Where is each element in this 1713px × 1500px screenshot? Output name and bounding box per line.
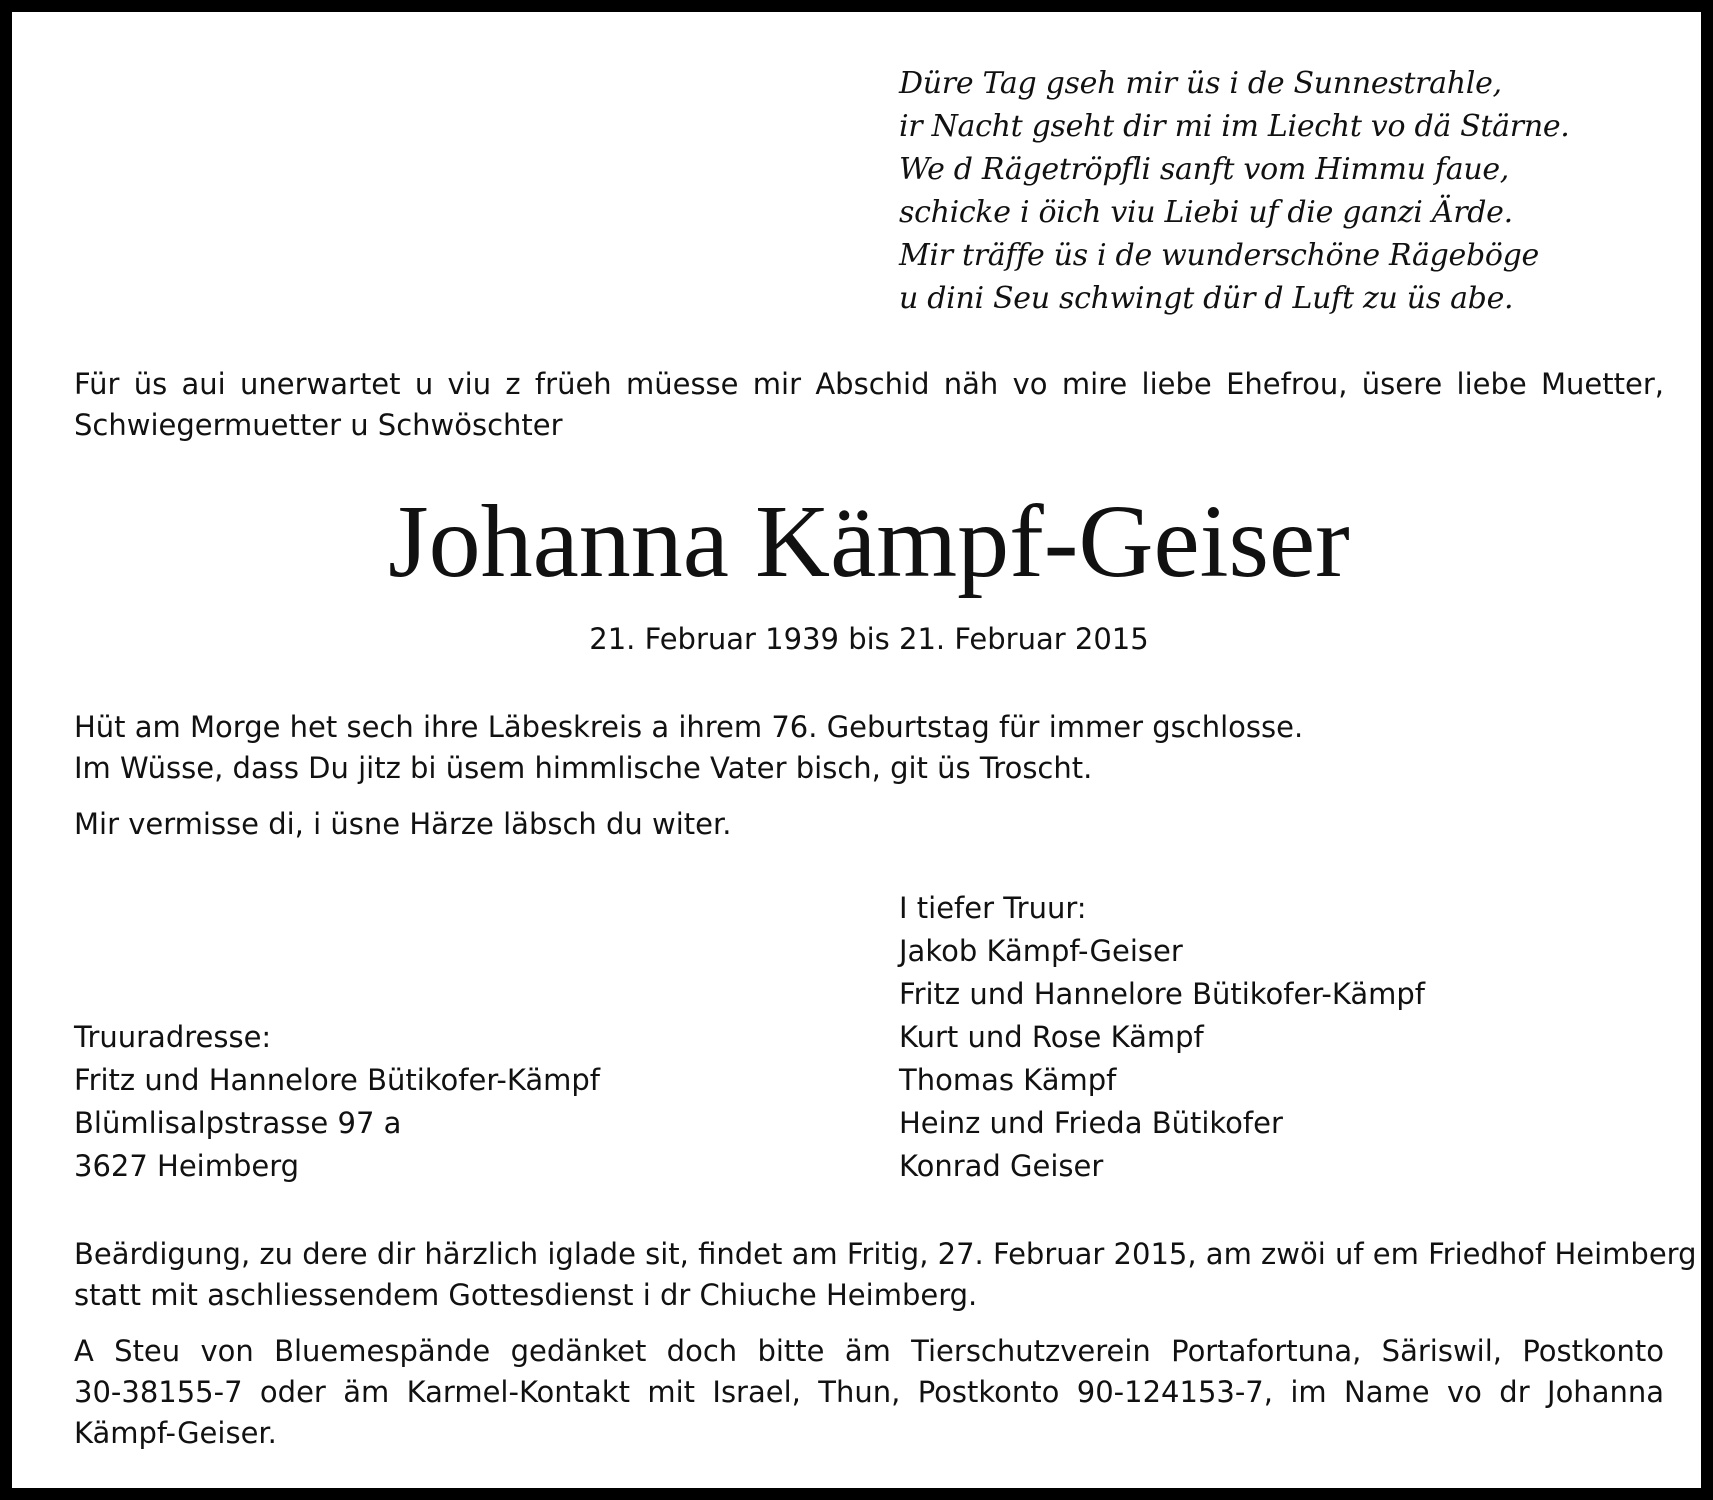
mourners-heading: I tiefer Truur: <box>899 891 1087 925</box>
deceased-name: Johanna Kämpf-Geiser <box>388 484 1350 599</box>
funeral-line: statt mit aschliessendem Gottesdienst i dr Chiuche Heimberg. <box>74 1278 978 1312</box>
poem-line: schicke i öich viu Liebi uf die ganzi Ärde. <box>899 195 1513 230</box>
poem-line: We d Rägetröpfli sanft vom Himmu faue, <box>899 152 1510 187</box>
mourner-name: Heinz und Frieda Bütikofer <box>899 1106 1283 1140</box>
mourning-address <box>74 1016 834 1188</box>
mourner-name: Jakob Kämpf-Geiser <box>899 934 1183 968</box>
poem <box>899 62 1659 320</box>
poem-line: ir Nacht gseht dir mi im Liecht vo dä Stärne. <box>899 109 1570 144</box>
mourner-name: Kurt und Rose Kämpf <box>899 1020 1204 1054</box>
poem-line: u dini Seu schwingt dür d Luft zu üs abe. <box>899 281 1514 316</box>
donation-line: Kämpf-Geiser. <box>74 1416 277 1450</box>
address-line: 3627 Heimberg <box>74 1149 300 1183</box>
message-paragraph <box>74 707 1374 845</box>
mourners-list <box>899 887 1659 1188</box>
intro-line: Schwiegermuetter u Schwöschter <box>74 408 563 442</box>
life-dates: 21. Februar 1939 bis 21. Februar 2015 <box>589 622 1149 656</box>
address-heading: Truuradresse: <box>74 1020 272 1054</box>
mourner-name: Thomas Kämpf <box>899 1063 1117 1097</box>
donation-line: A Steu von Bluemespände gedänket doch bitte äm Tierschutzverein Portafortuna, Säriswil, Postkonto <box>74 1334 1664 1368</box>
intro-line: Für üs aui unerwartet u viu z früeh müesse mir Abschid näh vo mire liebe Ehefrou, üsere liebe Muetter, <box>74 367 1664 401</box>
poem-line: Düre Tag gseh mir üs i de Sunnestrahle, <box>899 66 1502 101</box>
message-line: Hüt am Morge het sech ihre Läbeskreis a ihrem 76. Geburtstag für immer gschlosse. <box>74 710 1304 744</box>
message-line: Mir vermisse di, i üsne Härze läbsch du witer. <box>74 807 732 841</box>
mourner-name: Konrad Geiser <box>899 1149 1104 1183</box>
message-line: Im Wüsse, dass Du jitz bi üsem himmlische Vater bisch, git üs Troscht. <box>74 751 1093 785</box>
intro-paragraph <box>74 364 1664 446</box>
donation-line: 30-38155-7 oder äm Karmel-Kontakt mit Israel, Thun, Postkonto 90-124153-7, im Name vo dr Johanna <box>74 1375 1664 1409</box>
mourner-name: Fritz und Hannelore Bütikofer-Kämpf <box>899 977 1426 1011</box>
funeral-paragraph <box>74 1234 1697 1454</box>
poem-line: Mir träffe üs i de wunderschöne Rägeböge <box>899 238 1540 273</box>
address-line: Blümlisalpstrasse 97 a <box>74 1106 402 1140</box>
address-line: Fritz und Hannelore Bütikofer-Kämpf <box>74 1063 601 1097</box>
funeral-line: Beärdigung, zu dere dir härzlich iglade sit, findet am Fritig, 27. Februar 2015, am zwöi uf em Friedhof Heimberg <box>74 1237 1697 1271</box>
